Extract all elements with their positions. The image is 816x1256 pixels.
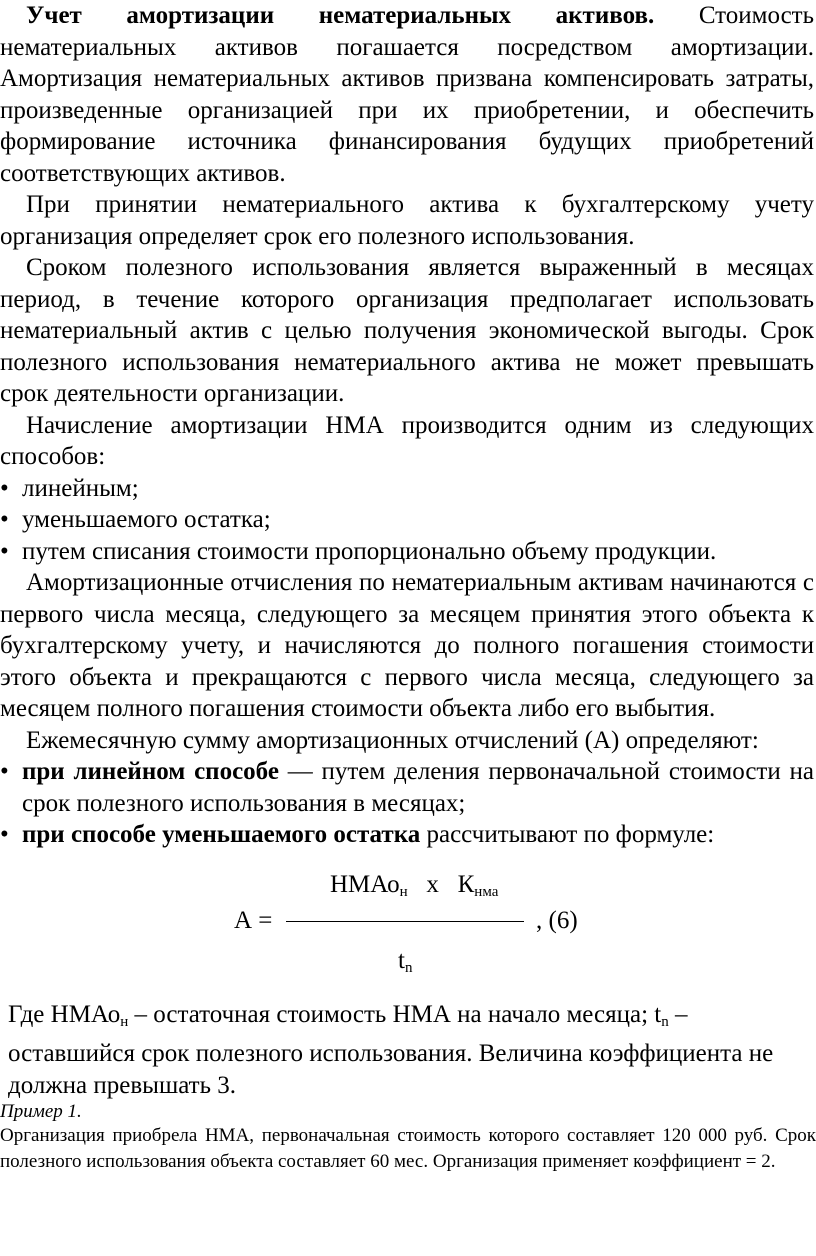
method-production: путем списания стоимости пропорционально объему продукции. (22, 537, 717, 565)
list-item (0, 756, 816, 819)
list-item (0, 504, 816, 536)
explanation-part: – оставшийся срок полезного использования. Величина коэффициента не должна превышать 3. (8, 1000, 774, 1099)
formula-remaining-term: t (398, 946, 405, 974)
explanation-part: – остаточная стоимость НМА на начало месяца; t (128, 1000, 662, 1028)
paragraph-intro (0, 0, 816, 189)
paragraph-useful-life: При принятии нематериального актива к бухгалтерскому учету организация определяет срок его полезного использования. (0, 191, 814, 250)
rule-declining-text: рассчитывают по формуле: (420, 821, 715, 848)
rule-linear-text: — путем деления первоначальной стоимости на срок полезного использования в месяцах; (22, 758, 814, 817)
formula-coefficient: К (457, 870, 475, 898)
formula-explanation (0, 999, 816, 1102)
formula-times: х (426, 870, 439, 898)
list-item (0, 819, 816, 851)
explanation-sub: н (120, 1013, 129, 1030)
formula-denominator (398, 945, 412, 985)
bullet-icon: • (0, 821, 9, 848)
example-text: Организация приобрела НМА, первоначальная стоимость которого составляет 120 000 руб. Срок полезного использования объекта составляет 60 мес. Организация применяет коэффициент = 2. (0, 1125, 816, 1172)
paragraph-intro-text: Стоимость нематериальных активов погашается посредством амортизации. Амортизация нематериальных активов призвана компенсировать затраты, произведенные организацией при их приобретении, и обеспечить формирование источника финансирования будущих приобретений соответствующих активов. (0, 2, 814, 187)
bullet-icon: • (0, 758, 9, 785)
bullet-icon: • (0, 506, 9, 533)
rule-declining (22, 819, 816, 851)
rule-linear-label: при линейном способе (22, 758, 279, 785)
list-item (0, 473, 816, 505)
paragraph-methods-intro: Начисление амортизации НМА производится одним из следующих способов: (0, 411, 814, 470)
bullet-icon: • (0, 474, 9, 502)
rule-declining-label: при способе уменьшаемого остатка (22, 821, 421, 848)
explanation-part: Где НМАо (8, 1000, 121, 1028)
section-heading: Учет амортизации нематериальных активов. (26, 2, 655, 29)
formula-lhs: А = (234, 906, 273, 934)
fraction-bar (286, 921, 524, 922)
bullet-icon: • (0, 537, 9, 565)
paragraph-monthly-amount: Ежемесячную сумму амортизационных отчислений (А) определяют: (26, 726, 759, 754)
method-linear: линейным; (22, 474, 139, 502)
formula-residual-sub: н (399, 883, 408, 900)
formula-numerator (330, 869, 498, 909)
list-item (0, 536, 816, 568)
example-title: Пример 1. (0, 1101, 82, 1122)
explanation-sub: n (661, 1013, 669, 1030)
formula-coefficient-sub: нма (474, 883, 499, 900)
method-declining: уменьшаемого остатка; (22, 506, 271, 533)
formula (0, 869, 816, 987)
paragraph-useful-life-definition: Сроком полезного использования является выраженный в месяцах период, в течение которого организация предполагает использовать нематериальный актив с целью получения экономической выгоды. Срок полезного использования нематериального актива не может превышать срок деятельности организации. (0, 254, 814, 407)
paragraph-accrual-start: Амортизационные отчисления по нематериальным активам начинаются с первого числа месяца, следующего за месяцем принятия этого объекта к бухгалтерскому учету, и начисляются до полного погашения стоимости этого объекта и прекращаются с первого числа месяца, следующего за месяцем полного погашения стоимости объекта либо его выбытия. (0, 569, 814, 722)
formula-number: , (6) (536, 906, 578, 934)
formula-remaining-sub: n (404, 959, 413, 976)
rule-linear (22, 756, 816, 819)
formula-residual-value: НМАо (330, 870, 400, 898)
